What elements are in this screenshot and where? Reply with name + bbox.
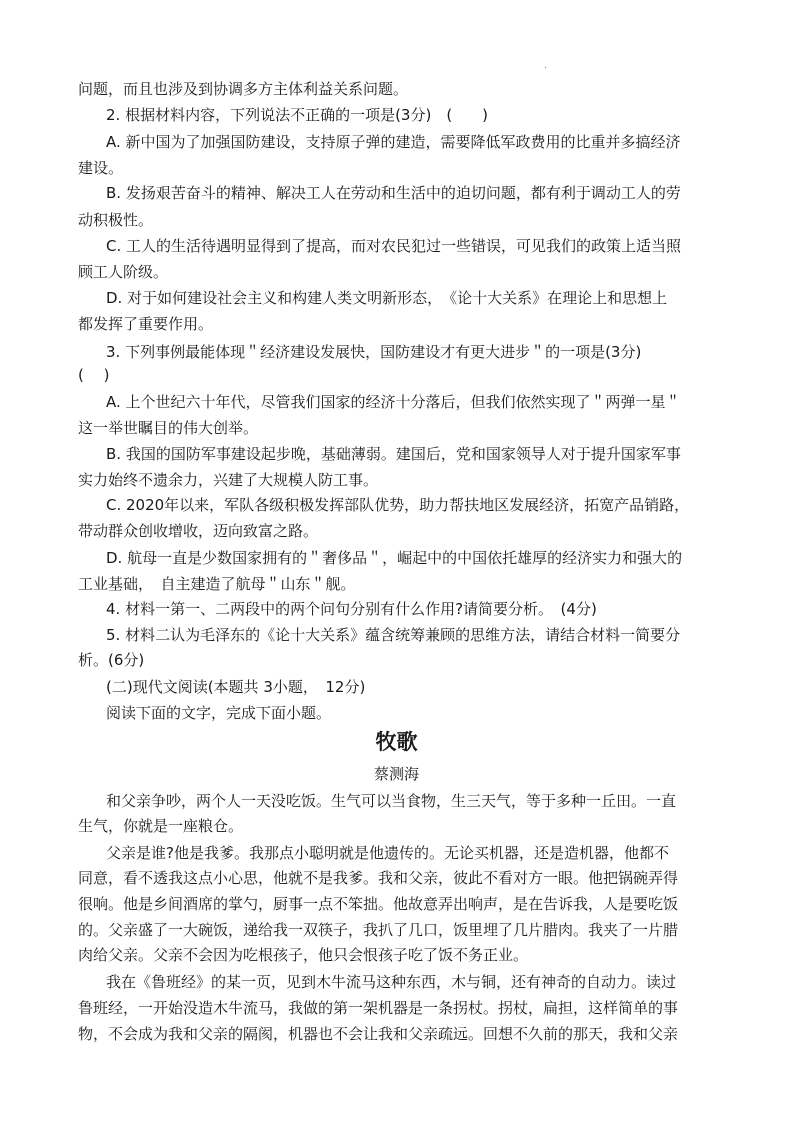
article-line: 物，不会成为我和父亲的隔阂，机器也不会让我和父亲疏远。回想不久前的那天，我和父亲 bbox=[78, 1025, 679, 1043]
option-3d: D. 航母一直是少数国家拥有的＂奢侈品＂，崛起中的中国依托雄厚的经济实力和强大的 bbox=[106, 549, 683, 567]
section-heading: (二)现代文阅读(本题共 3小题， 12分) bbox=[106, 678, 366, 696]
option-3c: C. 2020年以来，军队各级积极发挥部队优势，助力帮扶地区发展经济，拓宽产品销路， bbox=[106, 496, 690, 514]
option-2a: A. 新中国为了加强国防建设，支持原子弹的建造，需要降低军政费用的比重并多搞经济 bbox=[106, 133, 681, 151]
text-line: 析。(6分) bbox=[78, 651, 145, 669]
article-author: 蔡测海 bbox=[373, 765, 419, 783]
article-title: 牧歌 bbox=[375, 730, 418, 754]
article-line: 和父亲争吵，两个人一天没吃饭。生气可以当食物，生三天气，等于多种一丘田。一直 bbox=[106, 792, 677, 810]
text-line: 动积极性。 bbox=[78, 211, 154, 229]
article-line: 同意，看不透我这点小心思，他就不是我爹。我和父亲，彼此不看对方一眼。他把锅碗弄得 bbox=[78, 869, 679, 887]
text-line: 都发挥了重要作用。 bbox=[78, 315, 214, 333]
question-3: 3. 下列事例最能体现＂经济建设发展快，国防建设才有更大进步＂的一项是(3分) bbox=[106, 343, 642, 361]
question-2: 2. 根据材料内容，下列说法不正确的一项是(3分) ( ) bbox=[106, 106, 489, 124]
article-line: 鲁班经，一开始没造木牛流马，我做的第一架机器是一条拐杖。拐杖，扁担，这样简单的事 bbox=[78, 999, 679, 1017]
question-4: 4. 材料一第一、二两段中的两个问句分别有什么作用?请简要分析。 (4分) bbox=[106, 600, 597, 618]
option-3a: A. 上个世纪六十年代，尽管我们国家的经济十分落后，但我们依然实现了＂两弹一星＂ bbox=[106, 393, 681, 411]
text-line: 带动群众创收增收，迈向致富之路。 bbox=[78, 522, 319, 540]
option-3b: B. 我国的国防军事建设起步晚，基础薄弱。建国后，党和国家领导人对于提升国家军事 bbox=[106, 445, 681, 463]
option-2d: D. 对于如何建设社会主义和构建人类文明新形态， 《论十大关系》在理论上和思想上 bbox=[106, 289, 668, 307]
text-line: 实力始终不遗余力，兴建了大规模人防工事。 bbox=[78, 471, 379, 489]
answer-paren: ( ) bbox=[78, 366, 110, 384]
instruction: 阅读下面的文字，完成下面小题。 bbox=[106, 704, 332, 722]
article-line: 我在《鲁班经》的某一页，见到木牛流马这种东西，木与铜，还有神奇的自动力。读过 bbox=[106, 973, 677, 991]
text-line: 建设。 bbox=[78, 159, 124, 177]
option-2c: C. 工人的生活待遇明显得到了提高，而对农民犯过一些错误，可见我们的政策上适当照 bbox=[106, 237, 682, 255]
article-line: 的。父亲盛了一大碗饭，递给我一双筷子，我扒了几口，饭里埋了几片腊肉。我夹了一片腊 bbox=[78, 921, 679, 939]
text-line: 工业基础， 自主建造了航母＂山东＂舰。 bbox=[78, 575, 356, 593]
article-line: 生气，你就是一座粮仓。 bbox=[78, 817, 244, 835]
text-line: 顾工人阶级。 bbox=[78, 263, 169, 281]
question-5: 5. 材料二认为毛泽东的《论十大关系》蕴含统筹兼顾的思维方法，请结合材料一简要分 bbox=[106, 626, 681, 644]
option-2b: B. 发扬艰苦奋斗的精神、解决工人在劳动和生活中的迫切问题，都有利于调动工人的劳 bbox=[106, 184, 681, 202]
article-line: 肉给父亲。父亲不会因为吃根孩子，他只会恨孩子吃了饭不务正业。 bbox=[78, 946, 529, 964]
corner-mark: . bbox=[544, 60, 548, 71]
article-line: 很响。他是乡间酒席的掌勺，厨事一点不笨拙。他故意弄出响声，是在告诉我，人是要吃饭 bbox=[78, 895, 679, 913]
text-line: 这一举世瞩目的伟大创举。 bbox=[78, 419, 259, 437]
article-line: 父亲是谁?他是我爹。我那点小聪明就是他遗传的。无论买机器，还是造机器，他都不 bbox=[106, 844, 669, 862]
text-line: 问题，而且也涉及到协调多方主体利益关系问题。 bbox=[78, 80, 409, 98]
